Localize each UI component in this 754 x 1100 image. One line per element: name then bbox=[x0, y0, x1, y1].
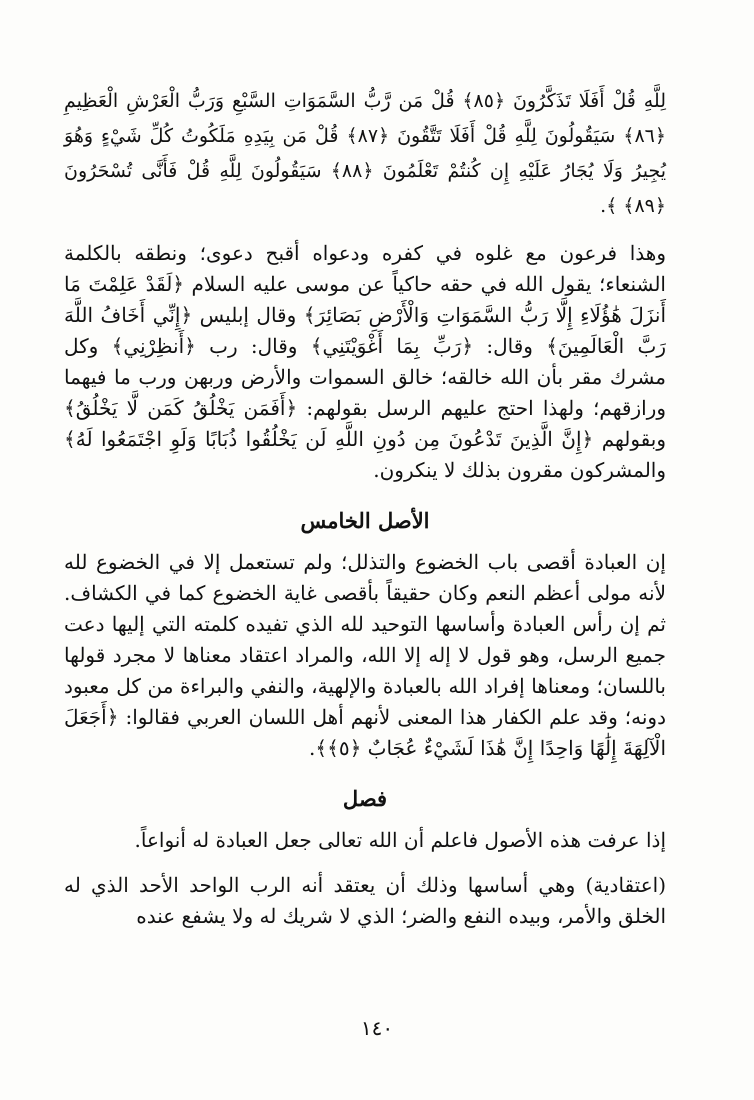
paragraph-pharaoh: وهذا فرعون مع غلوه في كفره ودعواه أقبح دعوى؛ ونطقه بالكلمة الشنعاء؛ يقول الله في حقه حاكياً عن موسى عليه السلام ﴿لَقَدْ عَلِمْتَ مَا أَنزَلَ هَٰؤُلَاءِ إِلَّا رَبُّ السَّمَوَاتِ وَالْأَرْضِ بَصَائِرَ﴾ وقال إبليس ﴿إِنِّي أَخَافُ اللَّهَ رَبَّ الْعَالَمِينَ﴾ وقال: ﴿رَبِّ بِمَا أَغْوَيْتَنِي﴾ وقال: رب ﴿أَنظِرْنِي﴾ وكل مشرك مقر بأن الله خالقه؛ خالق السموات والأرض وربهن ورب ما فيهما ورازقهم؛ ولهذا احتج عليهم الرسل بقولهم: ﴿أَفَمَن يَخْلُقُ كَمَن لَّا يَخْلُقُ﴾ وبقولهم ﴿إِنَّ الَّذِينَ تَدْعُونَ مِن دُونِ اللَّهِ لَن يَخْلُقُوا ذُبَابًا وَلَوِ اجْتَمَعُوا لَهُ﴾ والمشركون مقرون بذلك لا ينكرون. bbox=[64, 241, 667, 482]
page-number: ١٤٠ bbox=[360, 1016, 394, 1040]
paragraph-belief: (اعتقادية) وهي أساسها وذلك أن يعتقد أنه الرب الواحد الأحد الذي له الخلق والأمر، وبيده النفع والضر؛ الذي لا شريك له ولا يشفع عنده bbox=[64, 873, 666, 928]
section-heading-fifth-principle: الأصل الخامس bbox=[300, 508, 430, 533]
paragraph-worship: إن العبادة أقصى باب الخضوع والتذلل؛ ولم تستعمل إلا في الخضوع لله لأنه مولى أعظم النعم وكان حقيقاً بأقصى غاية الخضوع كما في الكشاف. ثم إن رأس العبادة وأساسها التوحيد لله الذي تفيده كلمته التي إليها دعت جميع الرسل، وهو قول لا إله إلا الله، والمراد اعتقاد معناها لا مجرد قولها باللسان؛ ومعناها إفراد الله بالعبادة والإلهية، والنفي والبراءة من كل معبود دونه؛ وقد علم الكفار هذا المعنى لأنهم أهل اللسان العربي فقالوا: ﴿أَجَعَلَ الْآلِهَةَ إِلَٰهًا وَاحِدًا إِنَّ هَٰذَا لَشَيْءٌ عُجَابٌ ﴿٥﴾﴾. bbox=[64, 550, 666, 760]
quran-verses: لِلَّهِ قُلْ أَفَلَا تَذَكَّرُونَ ﴿٨٥﴾ قُلْ مَن رَّبُّ السَّمَوَاتِ السَّبْعِ وَرَبُّ الْعَرْشِ الْعَظِيمِ ﴿٨٦﴾ سَيَقُولُونَ لِلَّهِ قُلْ أَفَلَا تَتَّقُونَ ﴿٨٧﴾ قُلْ مَن بِيَدِهِ مَلَكُوتُ كُلِّ شَيْءٍ وَهُوَ يُجِيرُ وَلَا يُجَارُ عَلَيْهِ إِن كُنتُمْ تَعْلَمُونَ ﴿٨٨﴾ سَيَقُولُونَ لِلَّهِ قُلْ فَأَنَّى تُسْحَرُونَ ﴿٨٩﴾ ﴾. bbox=[64, 90, 666, 217]
section-heading-chapter: فصل bbox=[342, 786, 388, 811]
paragraph-types-intro: إذا عرفت هذه الأصول فاعلم أن الله تعالى جعل العبادة له أنواعاً. bbox=[134, 828, 666, 852]
